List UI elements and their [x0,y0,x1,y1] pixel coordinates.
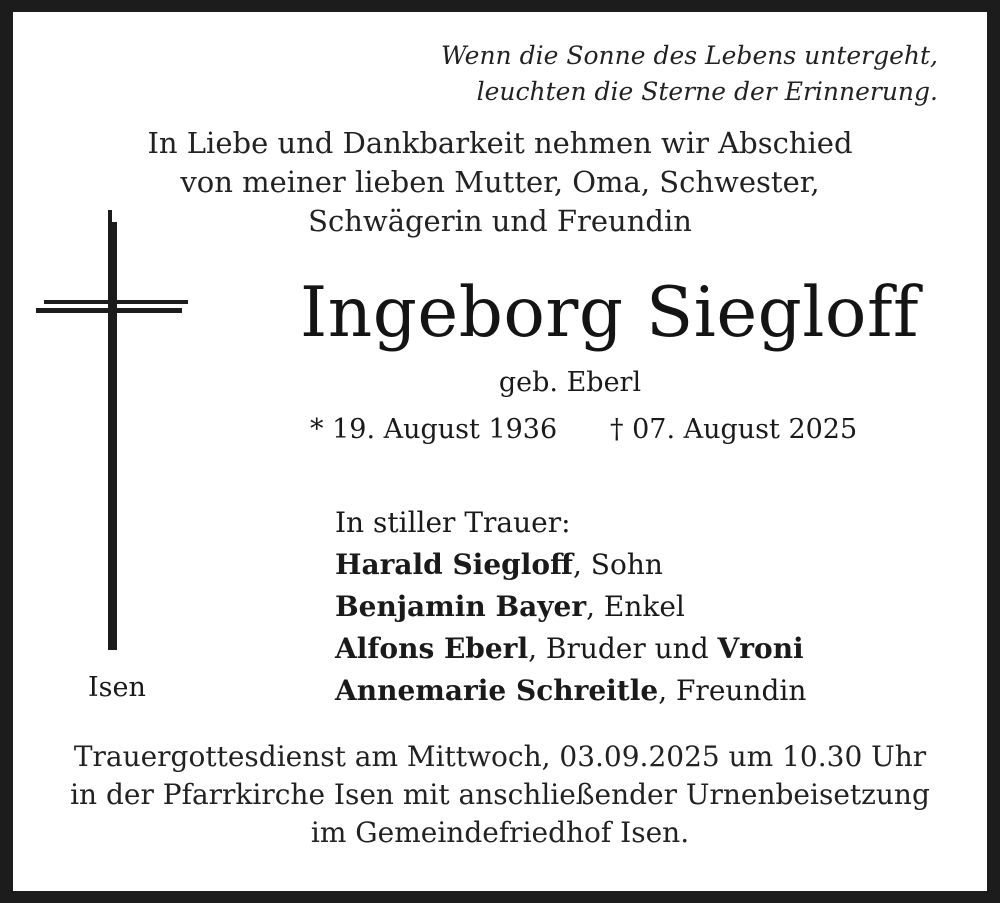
motto-line-2: leuchten die Sterne der Erinnerung. [476,77,938,106]
mourner-extra-name: Vroni [717,632,804,665]
mourner-row [335,628,806,670]
mourner-row [335,670,806,712]
intro-line-3: Schwägerin und Freundin [308,204,692,238]
mourner-name: Harald Siegloff [335,548,573,581]
maiden-name: geb. Eberl [498,367,642,398]
birth-date: * 19. August 1936 [310,414,558,445]
deceased-name: Ingeborg Siegloff [300,273,920,353]
mourner-row [335,586,806,628]
life-dates [310,410,858,450]
cross-icon [36,210,190,650]
mourner-name: Alfons Eberl [335,632,529,665]
mourner-name: Annemarie Schreitle [335,674,659,707]
mourner-relation: , Enkel [586,590,685,623]
motto-quote [441,38,938,110]
intro-line-1: In Liebe und Dankbarkeit nehmen wir Abschied [147,126,853,160]
mourner-relation: , Freundin [658,674,807,707]
mourners-list [335,502,806,712]
mourners-heading: In stiller Trauer: [335,506,571,539]
death-date: † 07. August 2025 [610,414,858,445]
intro-line-2: von meiner lieben Mutter, Oma, Schwester, [180,165,820,199]
service-line-3: im Gemeindefriedhof Isen. [310,816,690,849]
mourner-relation: , Bruder und [528,632,718,665]
motto-line-1: Wenn die Sonne des Lebens untergeht, [441,41,938,70]
mourner-row [335,544,806,586]
service-line-2: in der Pfarrkirche Isen mit anschließender Urnenbeisetzung [70,778,930,811]
mourner-name: Benjamin Bayer [335,590,587,623]
service-info [0,738,1000,852]
service-line-1: Trauergottesdienst am Mittwoch, 03.09.2025 um 10.30 Uhr [73,740,927,773]
place-name: Isen [88,672,146,703]
mourner-relation: , Sohn [573,548,663,581]
